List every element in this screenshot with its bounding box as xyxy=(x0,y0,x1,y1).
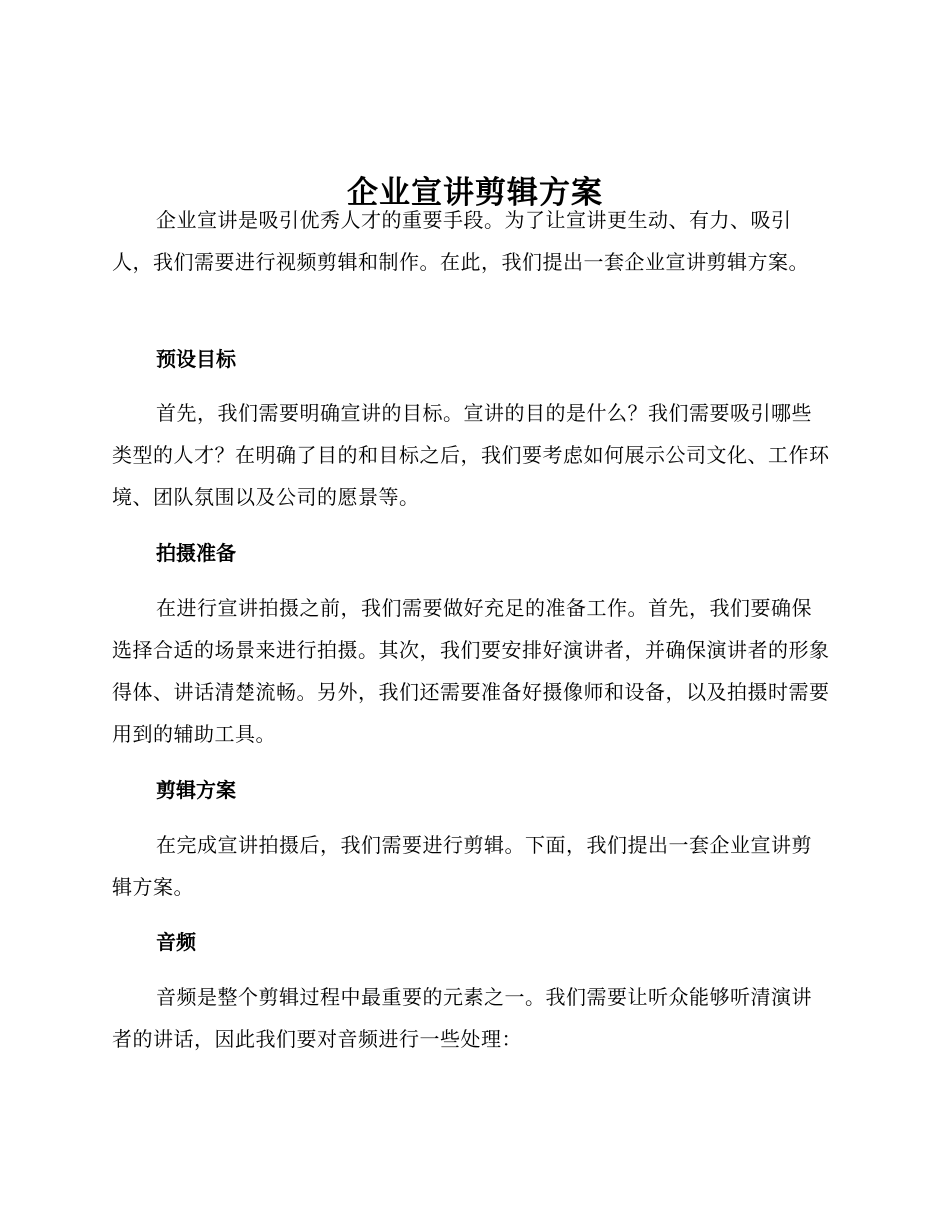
section-body-goals: 首先，我们需要明确宣讲的目标。宣讲的目的是什么？我们需要吸引哪些类型的人才？在明确了目的和目标之后，我们要考虑如何展示公司文化、工作环境、团队氛围以及公司的愿景等。 xyxy=(112,401,830,509)
intro-paragraph: 企业宣讲是吸引优秀人才的重要手段。为了让宣讲更生动、有力、吸引人，我们需要进行视频剪辑和制作。在此，我们提出一套企业宣讲剪辑方案。 xyxy=(112,208,809,274)
section-heading-goals: 预设目标 xyxy=(156,347,236,371)
document-title: 企业宣讲剪辑方案 xyxy=(347,174,603,211)
section-body-shooting-prep: 在进行宣讲拍摄之前，我们需要做好充足的准备工作。首先，我们要确保选择合适的场景来进行拍摄。其次，我们要安排好演讲者，并确保演讲者的形象得体、讲话清楚流畅。另外，我们还需要准备好摄像师和设备，以及拍摄时需要用到的辅助工具。 xyxy=(112,596,830,746)
section-body-audio: 音频是整个剪辑过程中最重要的元素之一。我们需要让听众能够听清演讲者的讲话，因此我们要对音频进行一些处理： xyxy=(112,985,812,1051)
section-heading-audio: 音频 xyxy=(156,930,196,954)
section-body-editing-plan: 在完成宣讲拍摄后，我们需要进行剪辑。下面，我们提出一套企业宣讲剪辑方案。 xyxy=(112,833,812,899)
section-heading-editing-plan: 剪辑方案 xyxy=(156,778,236,802)
section-heading-shooting-prep: 拍摄准备 xyxy=(156,541,236,565)
